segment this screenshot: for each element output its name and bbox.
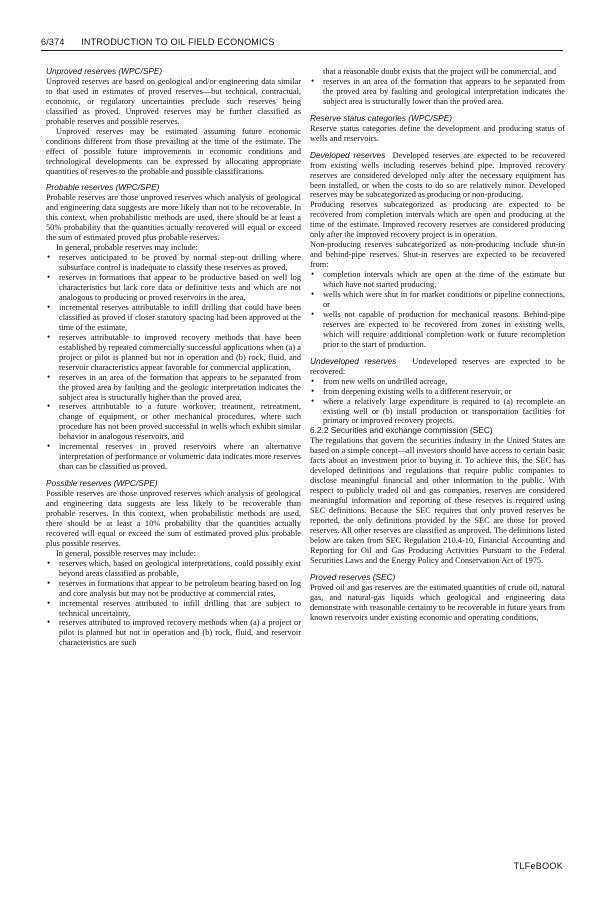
list-item: • reserves in formations that appear to be productive based on well log characteristics but lack core data or definitive tests and which are not analogous to producing or proved reservoirs in the area, <box>46 273 301 303</box>
list-item: • wells not capable of production for mechanical reasons. Behind-pipe reserves are expected to be recovered from zones in existing wells, which will require additional completion work or future recompletion prior to the start of production. <box>310 310 565 350</box>
header-rule <box>41 50 563 51</box>
possible-list-continued <box>310 67 565 107</box>
list-item: • reserves in an area of the formation that appears to be separated from the proved area by faulting and the geologic interpretation indicates the subject area is structurally higher than the proved area, <box>46 373 301 403</box>
list-item: • reserves attributed to improved recovery methods when (a) a project or pilot is planned but not in operation and (b) rock, fluid, and reservoir characteristics are such <box>46 618 301 648</box>
status-heading: Reserve status categories (WPC/SPE) <box>310 112 453 123</box>
unproved-heading: Unproved reserves (WPC/SPE) <box>46 66 163 76</box>
list-item: • reserves in an area of the formation that appears to be separated from the proved area by faulting and geological interpretation indicates the subject area is structurally lower than the proved area. <box>310 77 565 107</box>
sec-paragraph: The regulations that govern the securities industry in the United States are based on a simple concept—all investors should have access to certain basic facts about an investment prior to buying it. To achieve this, the SEC has developed definitions and regulations that require public companies to disclose meaningful financial and other information to the public. With respect to publicly traded oil and gas companies, reserves are considered meaningful information and reporting of these reserves is required using SEC definitions. Because the SEC requires that only proved reserves be reported, the only definitions provided by the SEC are those for proved reserves. All other reserves are classified as unproved. The definitions listed below are taken from SEC Regulation 210.4-10, Financial Accounting and Reporting for Oil and Gas Producing Activities Pursuant to the Federal Securities Laws and the Energy Policy and Conservation Act of 1975. <box>310 436 565 565</box>
right-column <box>310 67 565 623</box>
running-header <box>41 37 563 49</box>
list-item: • where a relatively large expenditure is required to (a) recomplete an existing well or (b) install production or transportation facilities for primary or improved recovery projects. <box>310 397 565 427</box>
possible-paragraph-2: In general, possible reserves may include: <box>56 548 196 558</box>
list-item: • incremental reserves in proved reservoirs where an alternative interpretation of performance or volumetric data indicates more reserves than can be classified as proved. <box>46 442 301 472</box>
proved-paragraph: Proved oil and gas reserves are the estimated quantities of crude oil, natural gas, and natural-gas liquids which geological and engineering data demonstrate with reasonable certainty to be recoverable in future years from known reservoirs under existing economic and operating conditions, <box>310 582 565 622</box>
list-item: • incremental reserves attributable to infill drilling that could have been classified as proved if closer statutory spacing had been approved at the time of the estimate, <box>46 303 301 333</box>
list-item: • wells which were shut in for market conditions or pipeline connections, or <box>310 290 565 310</box>
unproved-paragraph-2: Unproved reserves may be estimated assuming future economic conditions different from those prevailing at the time of the estimate. The effect of possible future improvements in economic conditions and technological developments can be expressed by allocating appropriate quantities of reserves to the probable and possible classifications. <box>46 126 301 176</box>
list-item: • completion intervals which are open at the time of the estimate but which have not started producing, <box>310 270 565 290</box>
list-item: • reserves attributable to a future workover, treatment, retreatment, change of equipment, or other mechanical procedures, where such procedure has not been proved successful in wells which exhibit similar behavior in analogous reservoirs, and <box>46 402 301 442</box>
list-item: • from deepening existing wells to a different reservoir, or <box>310 387 565 397</box>
probable-paragraph-1: Probable reserves are those unproved reserves which analysis of geological and engineering data suggests are more likely than not to be recoverable. In this context, when probabilistic methods are used, there should be at least a 50% probability that the quantities actually recovered will equal or exceed the sum of estimated proved plus probable reserves. <box>46 193 301 243</box>
list-item: • reserves in formations that appear to be petroleum bearing based on log and core analysis but may not be productive at commercial rates, <box>46 579 301 599</box>
list-item-continued: that a reasonable doubt exists that the project will be commercial, and <box>323 67 557 76</box>
possible-paragraph-1: Possible reserves are those unproved reserves which analysis of geological and engineering data suggests are less likely to be recoverable than probable reserves. In this context, when probabilistic methods are used, there should be at least a 10% probability that the quantities actually recovered will equal or exceed the sum of estimated proved plus probable plus possible reserves. <box>46 489 301 548</box>
shutin-list <box>310 270 565 350</box>
developed-heading: Developed reserves <box>310 149 386 160</box>
chapter-title: INTRODUCTION TO OIL FIELD ECONOMICS <box>81 37 275 47</box>
probable-list <box>46 253 301 472</box>
list-item: • reserves which, based on geological interpretations, could possibly exist beyond areas classified as probable, <box>46 559 301 579</box>
developed-paragraph-2: Producing reserves subcategorized as producing are expected to be recovered from completion intervals which are open and producing at the time of the estimate. Improved recovery reserves are considered producing only after the improved recovery project is in operation. <box>310 200 565 240</box>
page-number: 6/374 <box>41 37 65 47</box>
list-item: • incremental reserves attributed to infill drilling that are subject to technical uncertainty, <box>46 599 301 619</box>
probable-heading: Probable reserves (WPC/SPE) <box>46 182 160 193</box>
list-item: • reserves attributable to improved recovery methods that have been established by repeated commercially successful applications when (a) a project or pilot is planned but not in operation and (b) rock, fluid, and reservoir characteristics appear favorable for commercial application, <box>46 333 301 373</box>
undeveloped-heading: Undeveloped reserves <box>310 355 397 366</box>
possible-list <box>46 559 301 649</box>
possible-heading: Possible reserves (WPC/SPE) <box>46 478 158 489</box>
footer-watermark: TLFeBOOK <box>513 861 563 871</box>
probable-paragraph-2: In general, probable reserves may include: <box>56 243 198 253</box>
left-column <box>46 67 301 648</box>
developed-text: Developed reserves are expected to be recovered from existing wells including reserves behind pipe. Improved recovery reserves are considered developed only after the necessary equipment has been installed, or when the costs to do so are relatively minor. Developed reserves may be subcategorized as producing or non-producing. <box>310 150 566 200</box>
proved-heading: Proved reserves (SEC) <box>310 571 396 582</box>
developed-paragraph-3: Non-producing reserves subcategorized as non-producing include shut-in and behind-pipe reserves. Shut-in reserves are expected to be recovered from: <box>310 240 565 270</box>
developed-paragraph-1 <box>310 151 565 201</box>
undeveloped-text: Undeveloped reserves are expected to be recovered: <box>310 356 565 376</box>
list-item: • reserves anticipated to be proved by normal step-out drilling where subsurface control is inadequate to classify these reserves as proved, <box>46 253 301 273</box>
status-paragraph: Reserve status categories define the development and producing status of wells and reservoirs. <box>310 123 565 143</box>
undeveloped-list <box>310 377 565 427</box>
undeveloped-paragraph <box>310 357 565 377</box>
list-item: • from new wells on undrilled acreage, <box>310 377 565 387</box>
sec-heading: 6.2.2 Securities and exchange commission (SEC) <box>310 425 493 436</box>
unproved-paragraph-1: Unproved reserves are based on geological and/or engineering data similar to that used in estimates of proved reserves—but technical, contractual, economic, or regulatory uncertainties preclude such reserves being classified as proved. Unproved reserves may be further classified as probable reserves and possible reserves. <box>46 76 301 126</box>
